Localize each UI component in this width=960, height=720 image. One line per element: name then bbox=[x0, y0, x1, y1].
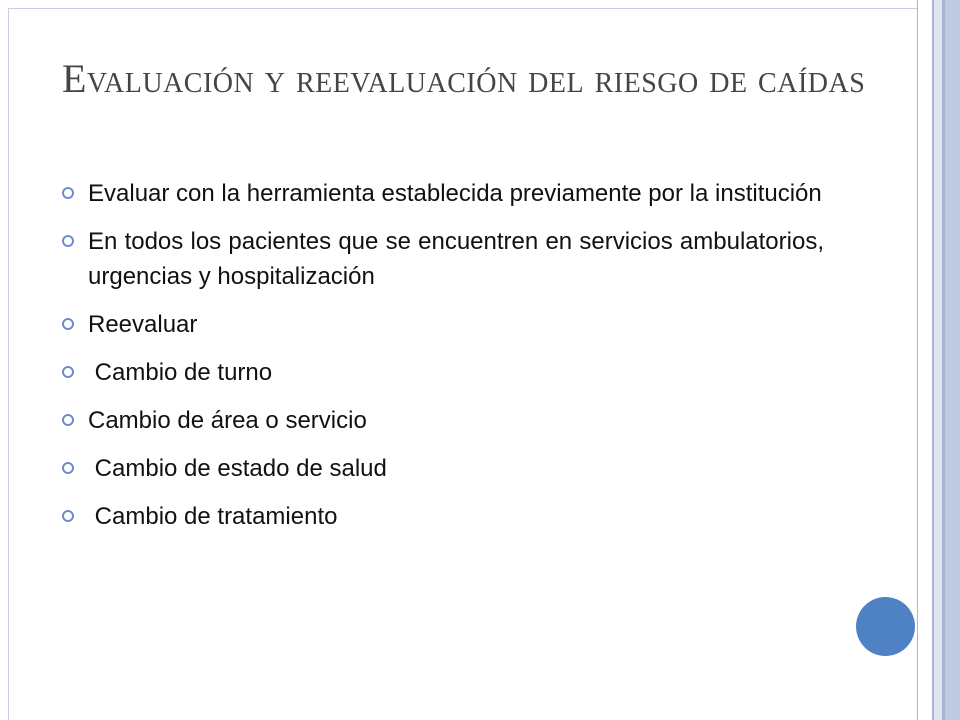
decorative-stripe bbox=[918, 0, 932, 720]
bullet-text: Evaluar con la herramienta establecida previamente por la institución bbox=[88, 180, 822, 207]
circle-bullet-icon bbox=[62, 318, 74, 330]
list-item bbox=[62, 355, 824, 390]
circle-bullet-icon bbox=[62, 414, 74, 426]
bullet-text: Reevaluar bbox=[88, 311, 198, 338]
bullet-list bbox=[62, 176, 824, 547]
accent-circle bbox=[856, 597, 915, 656]
list-item bbox=[62, 451, 824, 486]
circle-bullet-icon bbox=[62, 510, 74, 522]
bullet-text: En todos los pacientes que se encuentren en servicios ambulatorios, urgencias y hospitalización bbox=[88, 228, 824, 290]
list-item bbox=[62, 224, 824, 294]
circle-bullet-icon bbox=[62, 462, 74, 474]
bullet-text: Cambio de turno bbox=[88, 359, 273, 386]
frame-left-line bbox=[8, 8, 9, 720]
list-item bbox=[62, 176, 824, 211]
bullet-text: Cambio de área o servicio bbox=[88, 407, 367, 434]
circle-bullet-icon bbox=[62, 235, 74, 247]
list-item bbox=[62, 307, 824, 342]
slide-title: Evaluación y reevaluación del riesgo de caídas bbox=[62, 56, 866, 101]
circle-bullet-icon bbox=[62, 366, 74, 378]
list-item bbox=[62, 403, 824, 438]
list-item bbox=[62, 499, 824, 534]
circle-bullet-icon bbox=[62, 187, 74, 199]
bullet-text: Cambio de estado de salud bbox=[88, 455, 387, 482]
frame-top-line bbox=[8, 8, 918, 9]
bullet-text: Cambio de tratamiento bbox=[88, 503, 338, 530]
decorative-stripe bbox=[945, 0, 960, 720]
decorative-stripe bbox=[934, 0, 942, 720]
